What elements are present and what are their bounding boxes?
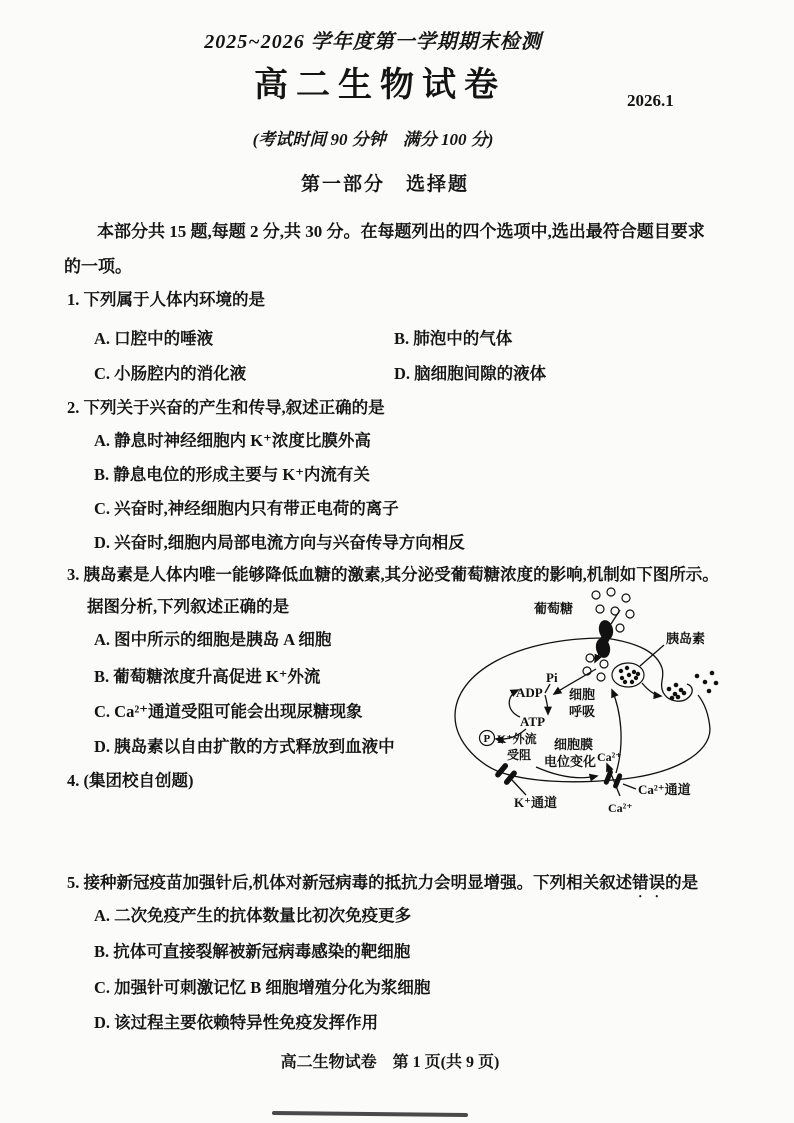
question-3-option-d: D. 胰岛素以自由扩散的方式释放到血液中 [94, 737, 395, 756]
question-5-option-c: C. 加强针可刺激记忆 B 细胞增殖分化为浆细胞 [94, 978, 431, 997]
question-5-stem-post: 的是 [665, 873, 699, 892]
insulin-granule [674, 683, 679, 688]
membrane-label-line1: 细胞膜 [554, 737, 594, 752]
k-channel-label: K⁺通道 [514, 795, 557, 810]
question-5-option-d: D. 该过程主要依赖特异性免疫发挥作用 [94, 1013, 379, 1032]
insulin-granule-outside [710, 671, 715, 676]
k-outflow-label: K⁺外流 [497, 732, 537, 746]
ca-inside-label: Ca²⁺ [597, 750, 622, 764]
membrane-label-line2: 电位变化 [544, 754, 597, 769]
question-2-stem: 2. 下列关于兴奋的产生和传导,叙述正确的是 [67, 398, 385, 417]
ca-channel-leader-line [623, 784, 636, 789]
pi-label: Pi [546, 670, 558, 685]
glucose-molecule [616, 624, 624, 632]
respiration-label-line1: 细胞 [569, 687, 596, 702]
glucose-molecule [626, 610, 634, 618]
section-instructions-line2: 的一项。 [64, 257, 132, 276]
insulin-granule [682, 691, 687, 696]
ca-outside-label: Ca²⁺ [608, 801, 633, 815]
atp-production-arrow [545, 695, 548, 714]
question-3-option-a: A. 图中所示的细胞是胰岛 A 细胞 [94, 630, 332, 649]
question-1-option-c: C. 小肠腔内的消化液 [94, 364, 247, 383]
insulin-secretion-diagram [450, 583, 750, 835]
scan-artifact-line [272, 1111, 468, 1117]
question-3-stem-line2: 据图分析,下列叙述正确的是 [87, 597, 290, 616]
atp-label: ATP [520, 714, 546, 729]
question-5-option-a: A. 二次免疫产生的抗体数量比初次免疫更多 [94, 906, 412, 925]
section-instructions-line1: 本部分共 15 题,每题 2 分,共 30 分。在每题列出的四个选项中,选出最符合题目要求 [97, 222, 705, 241]
ca-channel-label: Ca²⁺通道 [638, 782, 691, 797]
adp-label: ADP [516, 685, 543, 700]
question-1-stem: 1. 下列属于人体内环境的是 [67, 290, 265, 309]
question-2-option-b: B. 静息电位的形成主要与 K⁺内流有关 [94, 465, 370, 484]
glucose-molecule-inside [597, 673, 605, 681]
respiration-label-line2: 呼吸 [569, 704, 596, 719]
question-1-option-d: D. 脑细胞间隙的液体 [394, 364, 547, 383]
insulin-granule [670, 696, 675, 701]
insulin-granule-outside [714, 681, 719, 686]
insulin-granule-outside [707, 689, 712, 694]
pi-join-line [545, 684, 550, 693]
glucose-molecule-inside [586, 654, 594, 662]
question-1-option-b: B. 肺泡中的气体 [394, 329, 513, 348]
question-3-stem: 3. 胰岛素是人体内唯一能够降低血糖的激素,其分泌受葡萄糖浓度的影响,机制如下图所示。 [67, 565, 719, 584]
glucose-label: 葡萄糖 [534, 601, 574, 616]
exam-duration-info: (考试时间 90 分钟 满分 100 分) [252, 130, 494, 149]
insulin-granule [676, 695, 681, 700]
blocked-label: 受阻 [507, 748, 532, 762]
question-4-stem: 4. (集团校自创题) [67, 771, 194, 790]
question-5-stem-pre: 5. 接种新冠疫苗加强针后,机体对新冠病毒的抵抗力会明显增强。下列相关叙述 [67, 873, 633, 892]
question-2-option-a: A. 静息时神经细胞内 K⁺浓度比膜外高 [94, 431, 371, 450]
exam-date: 2026.1 [627, 91, 674, 110]
page-footer: 高二生物试卷 第 1 页(共 9 页) [280, 1054, 500, 1071]
section-title: 第一部分 选择题 [300, 174, 469, 195]
insulin-granule [667, 687, 672, 692]
insulin-granule-outside [695, 674, 700, 679]
question-1-option-a: A. 口腔中的唾液 [94, 329, 214, 348]
question-5-option-b: B. 抗体可直接裂解被新冠病毒感染的靶细胞 [94, 942, 411, 961]
glucose-molecule [607, 588, 615, 596]
glucose-molecule [592, 591, 600, 599]
insulin-granule-outside [703, 680, 708, 685]
glucose-molecule [596, 605, 604, 613]
question-2-option-d: D. 兴奋时,细胞内局部电流方向与兴奋传导方向相反 [94, 533, 465, 552]
insulin-label: 胰岛素 [666, 631, 706, 646]
glucose-molecule-inside [600, 660, 608, 668]
question-5-stem-emphasis: 错误 [632, 873, 666, 892]
question-3-option-b: B. 葡萄糖浓度升高促进 K⁺外流 [94, 667, 321, 686]
question-5-stem [67, 873, 698, 901]
vesicle-to-pouch-arrow [642, 683, 661, 696]
question-2-option-c: C. 兴奋时,神经细胞内只有带正电荷的离子 [94, 499, 399, 518]
question-3-option-c: C. Ca²⁺通道受阻可能会出现尿糖现象 [94, 702, 363, 721]
exam-session-heading: 2025~2026 学年度第一学期期末检测 [204, 31, 542, 53]
phosphate-letter: P [483, 733, 491, 745]
k-channel-leader-line [512, 780, 526, 795]
glucose-molecule [622, 594, 630, 602]
page-title: 高二生物试卷 [254, 67, 506, 104]
